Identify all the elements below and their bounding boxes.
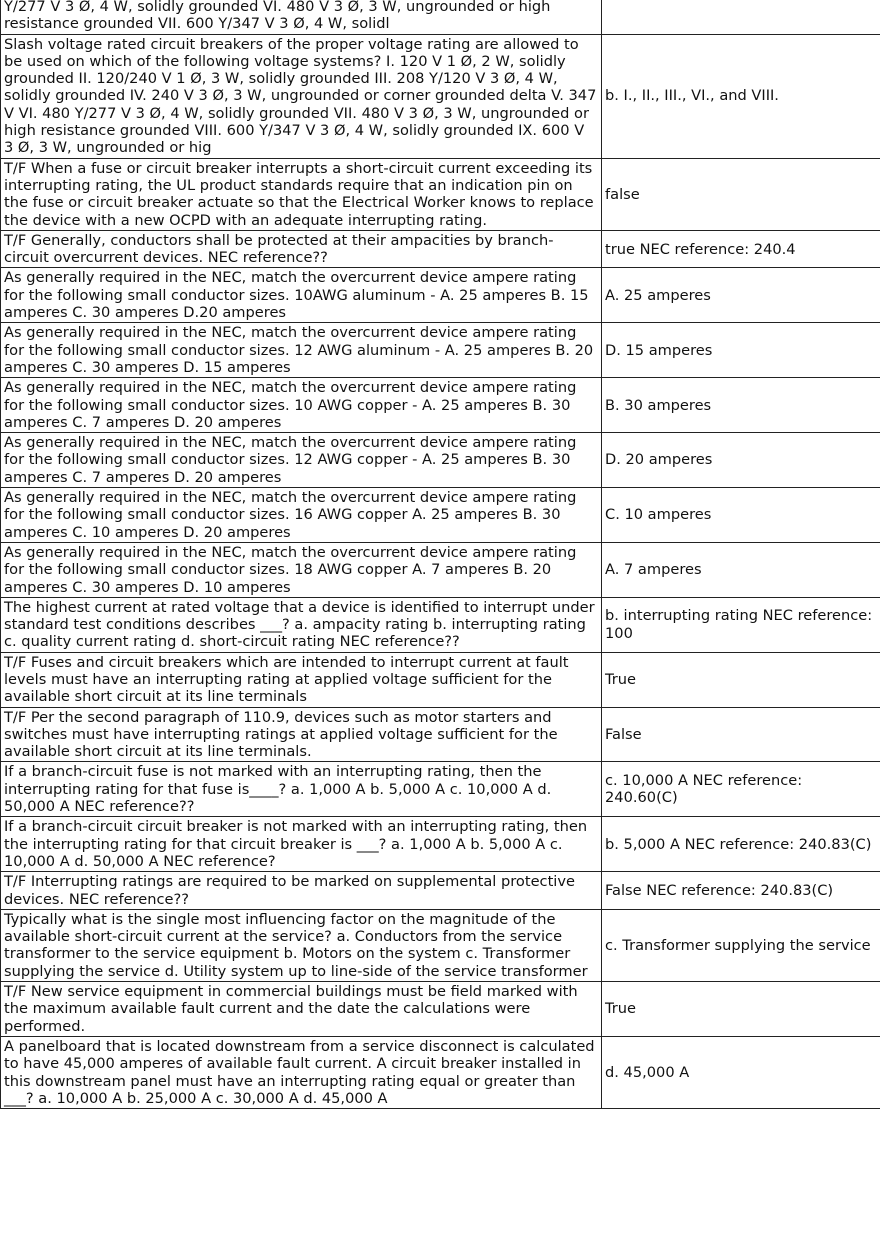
question-cell: Y/277 V 3 Ø, 4 W, solidly grounded VI. 480 V 3 Ø, 3 W, ungrounded or high resistance grounded VII. 600 Y/347 V 3 Ø, 4 W, solidl [1,0,602,34]
answer-cell [602,0,880,34]
table-row [1,488,880,543]
table-row [1,230,880,268]
question-cell: As generally required in the NEC, match the overcurrent device ampere rating for the following small conductor sizes. 16 AWG copper A. 25 amperes B. 30 amperes C. 10 amperes D. 20 amperes [1,488,602,543]
question-cell: T/F Generally, conductors shall be protected at their ampacities by branch-circuit overcurrent devices. NEC reference?? [1,230,602,268]
question-cell: As generally required in the NEC, match the overcurrent device ampere rating for the following small conductor sizes. 10 AWG copper - A. 25 amperes B. 30 amperes C. 7 amperes D. 20 amperes [1,378,602,433]
question-cell: T/F New service equipment in commercial buildings must be field marked with the maximum available fault current and the date the calculations were performed. [1,982,602,1037]
question-cell: T/F Fuses and circuit breakers which are intended to interrupt current at fault levels must have an interrupting rating at applied voltage sufficient for the available short circuit at its line terminals [1,652,602,707]
answer-cell: True [602,652,880,707]
table-row [1,652,880,707]
table-row [1,542,880,597]
table-row [1,762,880,817]
table-row [1,268,880,323]
question-cell: T/F Per the second paragraph of 110.9, devices such as motor starters and switches must have interrupting ratings at applied voltage sufficient for the available short circuit at its line terminals. [1,707,602,762]
question-cell: The highest current at rated voltage that a device is identified to interrupt under standard test conditions describes ___? a. ampacity rating b. interrupting rating c. quality current rating d. short-circuit rating NEC reference?? [1,597,602,652]
answer-cell: true NEC reference: 240.4 [602,230,880,268]
answer-cell: c. Transformer supplying the service [602,909,880,981]
answer-cell: D. 15 amperes [602,323,880,378]
answer-cell: d. 45,000 A [602,1036,880,1108]
table-row [1,817,880,872]
answer-cell: false [602,158,880,230]
answer-cell: True [602,982,880,1037]
answer-cell: False [602,707,880,762]
question-cell: T/F When a fuse or circuit breaker interrupts a short-circuit current exceeding its interrupting rating, the UL product standards require that an indication pin on the fuse or circuit breaker actuate so that the Electrical Worker knows to replace the device with a new OCPD with an adequate interrupting rating. [1,158,602,230]
table-row [1,158,880,230]
answer-cell: A. 7 amperes [602,542,880,597]
question-cell: As generally required in the NEC, match the overcurrent device ampere rating for the following small conductor sizes. 12 AWG aluminum - A. 25 amperes B. 20 amperes C. 30 amperes D. 15 amperes [1,323,602,378]
table-row [1,707,880,762]
question-cell: As generally required in the NEC, match the overcurrent device ampere rating for the following small conductor sizes. 12 AWG copper - A. 25 amperes B. 30 amperes C. 7 amperes D. 20 amperes [1,433,602,488]
question-cell: If a branch-circuit fuse is not marked with an interrupting rating, then the interrupting rating for that fuse is____? a. 1,000 A b. 5,000 A c. 10,000 A d. 50,000 A NEC reference?? [1,762,602,817]
question-cell: Typically what is the single most influencing factor on the magnitude of the available short-circuit current at the service? a. Conductors from the service transformer to the service equipment b. Motors on the system c. Transformer supplying the service d. Utility system up to line-side of the service transformer [1,909,602,981]
table-row [1,378,880,433]
question-cell: If a branch-circuit circuit breaker is not marked with an interrupting rating, then the interrupting rating for that circuit breaker is ___? a. 1,000 A b. 5,000 A c. 10,000 A d. 50,000 A NEC reference? [1,817,602,872]
answer-cell: C. 10 amperes [602,488,880,543]
answer-cell: c. 10,000 A NEC reference: 240.60(C) [602,762,880,817]
question-cell: As generally required in the NEC, match the overcurrent device ampere rating for the following small conductor sizes. 18 AWG copper A. 7 amperes B. 20 amperes C. 30 amperes D. 10 amperes [1,542,602,597]
table-row [1,909,880,981]
table-row [1,1036,880,1108]
table-row [1,597,880,652]
answer-cell: False NEC reference: 240.83(C) [602,872,880,910]
flashcard-table-body [1,0,880,1109]
answer-cell: D. 20 amperes [602,433,880,488]
question-cell: A panelboard that is located downstream from a service disconnect is calculated to have 45,000 amperes of available fault current. A circuit breaker installed in this downstream panel must have an interrupting rating equal or greater than ___? a. 10,000 A b. 25,000 A c. 30,000 A d. 45,000 A [1,1036,602,1108]
table-row [1,982,880,1037]
question-cell: T/F Interrupting ratings are required to be marked on supplemental protective devices. NEC reference?? [1,872,602,910]
table-row [1,872,880,910]
question-cell: As generally required in the NEC, match the overcurrent device ampere rating for the following small conductor sizes. 10AWG aluminum - A. 25 amperes B. 15 amperes C. 30 amperes D.20 amperes [1,268,602,323]
table-row [1,323,880,378]
table-row [1,0,880,34]
answer-cell: b. I., II., III., VI., and VIII. [602,34,880,158]
table-row [1,34,880,158]
answer-cell: b. interrupting rating NEC reference: 100 [602,597,880,652]
answer-cell: A. 25 amperes [602,268,880,323]
table-row [1,433,880,488]
question-cell: Slash voltage rated circuit breakers of the proper voltage rating are allowed to be used on which of the following voltage systems? I. 120 V 1 Ø, 2 W, solidly grounded II. 120/240 V 1 Ø, 3 W, solidly grounded III. 208 Y/120 V 3 Ø, 4 W, solidly grounded IV. 240 V 3 Ø, 3 W, ungrounded or corner grounded delta V. 347 V VI. 480 Y/277 V 3 Ø, 4 W, solidly grounded VII. 480 V 3 Ø, 3 W, ungrounded or high resistance grounded VIII. 600 Y/347 V 3 Ø, 4 W, solidly grounded IX. 600 V 3 Ø, 3 W, ungrounded or hig [1,34,602,158]
answer-cell: B. 30 amperes [602,378,880,433]
answer-cell: b. 5,000 A NEC reference: 240.83(C) [602,817,880,872]
